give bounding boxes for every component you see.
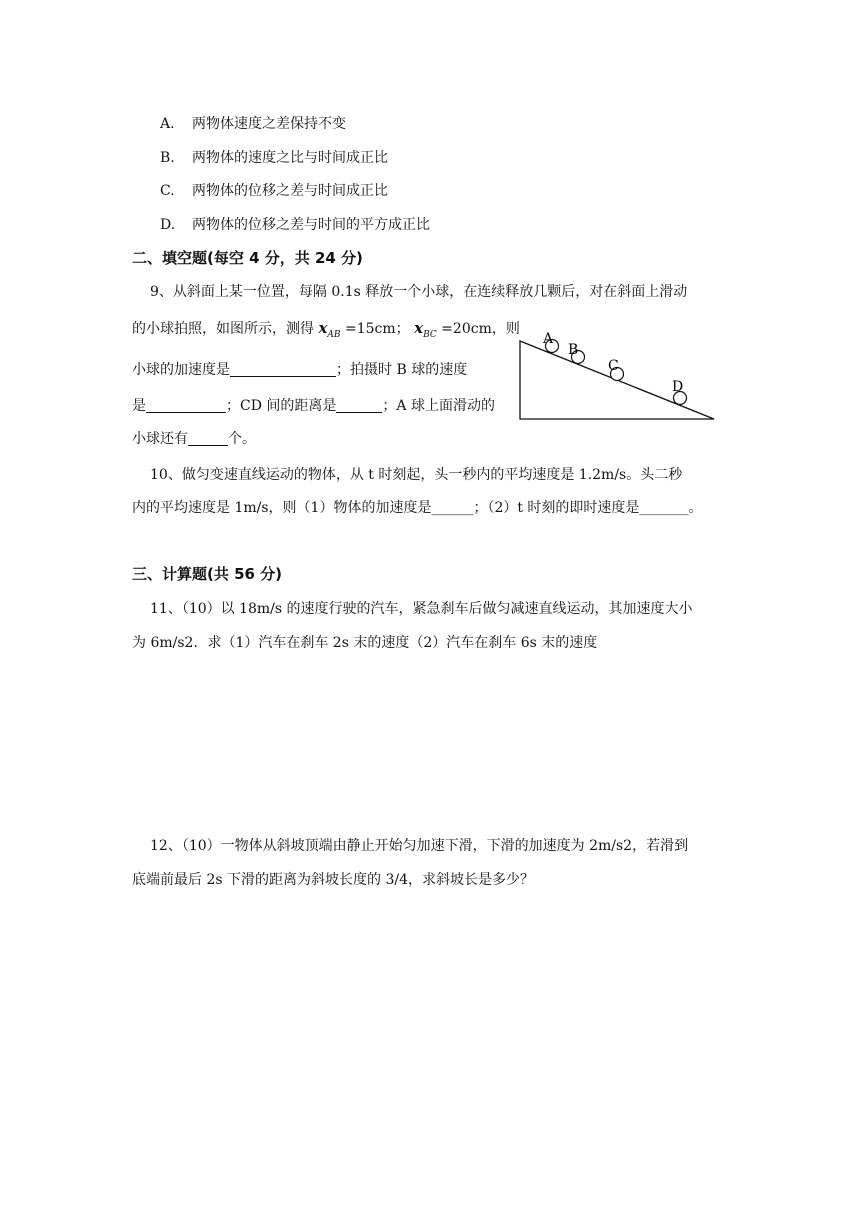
section-heading-calculation: 三、计算题(共 56 分) [132,565,283,583]
incline-figure [515,326,720,424]
q9-text: 个。 [228,431,256,447]
option-letter: B. [160,150,175,166]
variable-xbc-sub: BC [423,330,437,340]
answer-blank-b-velocity[interactable] [146,398,226,413]
q9-line-5 [132,428,256,448]
q10-line-1: 10、做匀变速直线运动的物体，从 t 时刻起，头一秒内的平均速度是 1.2m/s。头二秒 [150,467,683,483]
q9-line-2 [132,318,520,340]
q10-line-2: 内的平均速度是 1m/s，则（1）物体的加速度是______；（2）t 时刻的即时速度是_______。 [132,500,703,516]
label-a: A [543,331,554,347]
q9-text: =15cm； [340,321,410,337]
variable-xab-sub: AB [327,330,341,340]
label-d: D [672,379,684,395]
option-text: 两物体的位移之差与时间成正比 [192,183,388,199]
q9-text: 的小球拍照，如图所示，测得 [132,321,319,337]
option-letter: D. [160,217,176,233]
option-text: 两物体的速度之比与时间成正比 [192,150,388,166]
label-c: C [608,358,619,374]
option-letter: A. [160,116,175,132]
q9-text: 是 [132,398,146,414]
q9-text: 小球还有 [132,431,188,447]
option-text: 两物体速度之差保持不变 [192,116,346,132]
q11-line-2: 为 6m/s2．求（1）汽车在刹车 2s 末的速度（2）汽车在刹车 6s 末的速度 [132,635,598,651]
option-text: 两物体的位移之差与时间的平方成正比 [192,217,430,233]
q9-line-4 [132,395,495,415]
q9-text: ；CD 间的距离是 [226,398,337,414]
option-d [160,214,430,234]
option-c [160,180,388,200]
variable-xab [318,319,341,340]
variable-xab-main: x [318,319,328,337]
answer-blank-cd-distance[interactable] [336,398,382,413]
answer-blank-ball-count[interactable] [188,431,228,446]
q9-line-1: 9、从斜面上某一位置，每隔 0.1s 释放一个小球，在连续释放几颗后，对在斜面上滑动 [150,284,688,300]
q9-text: 小球的加速度是 [132,362,230,378]
q12-line-1: 12、（10）一物体从斜坡顶端由静止开始匀加速下滑，下滑的加速度为 2m/s2，若滑到 [150,838,689,854]
q11-line-1: 11、（10）以 18m/s 的速度行驶的汽车，紧急刹车后做匀减速直线运动，其加速度大小 [150,601,693,617]
q9-text: =20cm，则 [436,321,520,337]
answer-blank-acceleration[interactable] [230,362,336,377]
section-heading-fill-blank: 二、填空题(每空 4 分，共 24 分) [132,249,363,267]
label-b: B [568,342,579,358]
option-a [160,113,346,133]
q9-text: ；拍摄时 B 球的速度 [336,362,468,378]
q12-line-2: 底端前最后 2s 下滑的距离为斜坡长度的 3/4，求斜坡长是多少？ [132,872,534,888]
variable-xbc [414,319,437,340]
q9-text: ；A 球上面滑动的 [382,398,495,414]
variable-xbc-main: x [414,319,424,337]
option-letter: C. [160,183,175,199]
q9-line-3 [132,359,467,379]
option-b [160,147,388,167]
